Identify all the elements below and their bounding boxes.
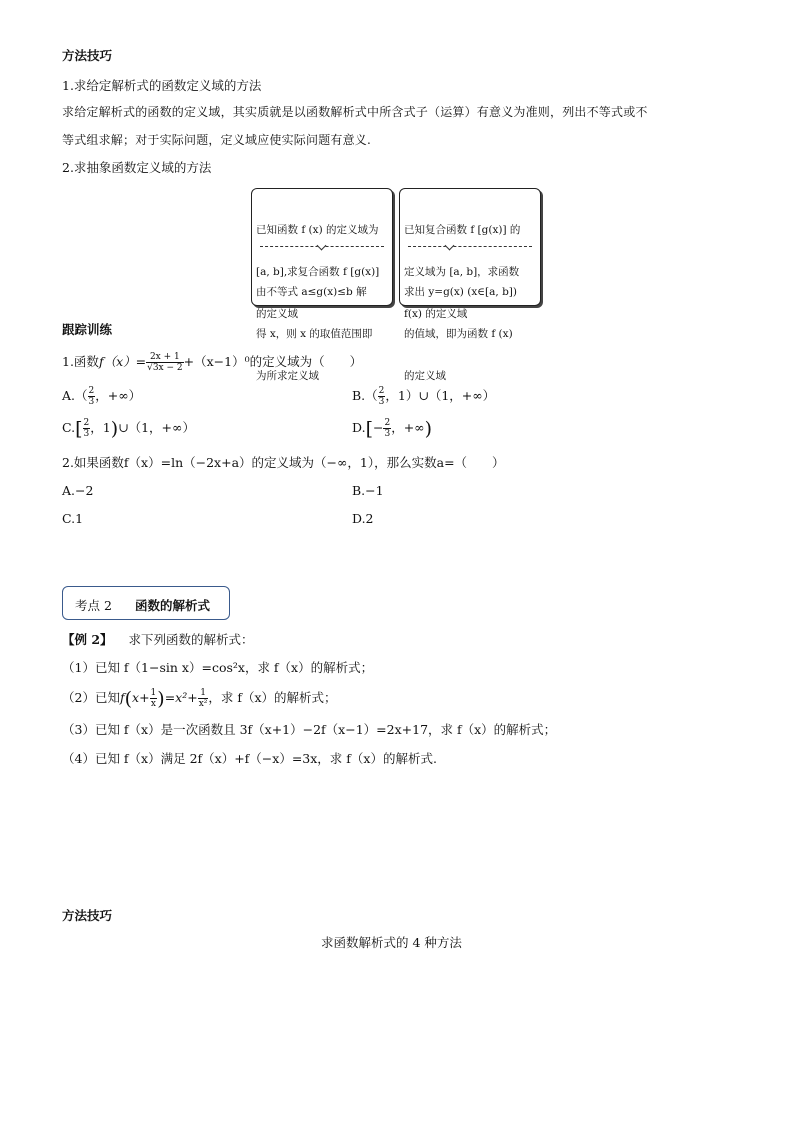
training-heading: 跟踪训练 bbox=[62, 322, 113, 337]
diagram-right-bottom-line1: 求出 y=g(x) (x∈[a, b]) bbox=[404, 286, 517, 298]
section-tab-kaodian2 bbox=[62, 586, 230, 620]
q1-denominator: √3x − 2 bbox=[147, 363, 183, 373]
example-item-2-mid: =x²+ bbox=[164, 690, 198, 705]
example-item-2-frac1-num: 1 bbox=[150, 688, 157, 698]
diagram-left-top-line1: 已知函数 f (x) 的定义域为 bbox=[256, 224, 379, 236]
q1-option-a bbox=[62, 386, 141, 407]
example-item-2-frac2 bbox=[198, 688, 209, 709]
q1-prefix: 1.函数 bbox=[62, 354, 99, 369]
q1-func: f（x）= bbox=[98, 354, 147, 369]
q1-option-c-close-paren: ) bbox=[110, 418, 119, 440]
diagram-right-top-line2: 定义域为 [a, b]，求函数 bbox=[404, 266, 520, 278]
q1-option-a-den: 3 bbox=[88, 397, 95, 407]
q2-option-d: D.2 bbox=[352, 511, 374, 526]
question-1 bbox=[62, 352, 362, 373]
q1-option-c-open-bracket: [ bbox=[75, 418, 83, 440]
example-item-1: （1）已知 f（1−sin x）=cos²x，求 f（x）的解析式； bbox=[62, 660, 374, 675]
diagram-right-top-line3: f(x) 的定义域 bbox=[404, 308, 468, 320]
q1-option-d-label: D. bbox=[352, 420, 366, 435]
q1-option-c-num: 2 bbox=[83, 418, 90, 428]
diagram-left-bottom-line2: 得 x，则 x 的取值范围即 bbox=[256, 328, 373, 340]
q1-option-b-num: 2 bbox=[378, 386, 385, 396]
example-item-2-open-paren: ( bbox=[124, 688, 133, 710]
q2-option-a: A.−2 bbox=[62, 483, 94, 498]
diagram-right-top-line1: 已知复合函数 f [g(x)] 的 bbox=[404, 224, 521, 236]
example-item-2-frac2-den: x² bbox=[198, 699, 208, 709]
q1-option-b-den: 3 bbox=[378, 397, 385, 407]
section-tab-label: 考点 2 bbox=[75, 598, 112, 613]
method-item1-body bbox=[62, 98, 738, 154]
example-item-2 bbox=[62, 688, 337, 709]
example-intro: 求下列函数的解析式： bbox=[128, 632, 254, 647]
q1-option-a-tail: ，+∞） bbox=[95, 388, 142, 403]
q1-option-a-label: A.（ bbox=[62, 388, 88, 403]
example-item-4: （4）已知 f（x）满足 2f（x）+f（−x）=3x，求 f（x）的解析式. bbox=[62, 751, 437, 766]
method-item2-title: 2.求抽象函数定义域的方法 bbox=[62, 160, 212, 175]
example-item-2-post: ，求 f（x）的解析式； bbox=[208, 690, 337, 705]
q1-option-d-open-bracket: [ bbox=[365, 418, 373, 440]
diagram-left-top-line3: 的定义域 bbox=[256, 308, 298, 320]
q1-option-d-den: 3 bbox=[384, 429, 391, 439]
q1-option-b-label: B.（ bbox=[352, 388, 378, 403]
q1-option-d-num: 2 bbox=[384, 418, 391, 428]
q1-option-b-tail: ，1）∪（1，+∞） bbox=[385, 388, 496, 403]
example-item-2-pre: （2）已知 bbox=[62, 690, 120, 705]
q2-option-c: C.1 bbox=[62, 511, 84, 526]
q1-fraction bbox=[146, 352, 184, 373]
q1-option-a-num: 2 bbox=[88, 386, 95, 396]
q1-numerator: 2x + 1 bbox=[146, 352, 184, 363]
q1-option-d-tail: ，+∞ bbox=[391, 420, 425, 435]
q1-option-d-close-paren: ) bbox=[424, 418, 433, 440]
example-item-2-frac2-num: 1 bbox=[198, 688, 209, 699]
example-label: 【例 2】 bbox=[62, 632, 113, 647]
example-item-3: （3）已知 f（x）是一次函数且 3f（x+1）−2f（x−1）=2x+17，求 f（x）的解析式； bbox=[62, 722, 557, 737]
question-2: 2.如果函数f（x）=ln（−2x+a）的定义域为（−∞，1），那么实数a=（ ） bbox=[62, 455, 505, 470]
example-item-2-frac1-den: x bbox=[150, 699, 156, 709]
q2-option-b: B.−1 bbox=[352, 483, 384, 498]
q1-option-d: D.[− $\frac{2}{3}$ ，+∞) bbox=[352, 418, 433, 440]
method-item1-line2: 等式组求解；对于实际问题，定义域应使实际问题有意义. bbox=[62, 133, 372, 147]
example-2-header bbox=[62, 632, 254, 648]
diagram-right-divider bbox=[408, 246, 532, 247]
q1-suffix: +（x−1）⁰的定义域为（ ） bbox=[183, 354, 363, 369]
example-item-2-f: f bbox=[119, 690, 125, 705]
q1-option-c-end: ∪（1，+∞） bbox=[118, 420, 195, 435]
q1-option-c-label: C. bbox=[62, 420, 76, 435]
section-tab-title: 函数的解析式 bbox=[135, 598, 211, 613]
method-heading-2: 方法技巧 bbox=[62, 908, 113, 923]
method-item1-title: 1.求给定解析式的函数定义域的方法 bbox=[62, 78, 262, 93]
method-heading: 方法技巧 bbox=[62, 48, 113, 63]
method-item1-line1: 求给定解析式的函数的定义域，其实质就是以函数解析式中所含式子（运算）有意义为准则，列出不等式或不 bbox=[62, 105, 648, 119]
diagram-right-bottom-line2: 的值域，即为函数 f (x) bbox=[404, 328, 513, 340]
diagram-left-bottom-line1: 由不等式 a≤g(x)≤b 解 bbox=[256, 286, 367, 298]
method-subtitle: 求函数解析式的 4 种方法 bbox=[321, 935, 462, 950]
diagram-right-bottom-line3: 的定义域 bbox=[404, 370, 446, 382]
q1-option-c-tail: ，1 bbox=[90, 420, 111, 435]
diagram-box-right bbox=[399, 188, 541, 382]
example-item-2-close-paren: ) bbox=[157, 688, 165, 710]
q1-option-b bbox=[352, 386, 495, 407]
q1-option-c-den: 3 bbox=[83, 429, 90, 439]
diagram-left-bottom-line3: 为所求定义域 bbox=[256, 370, 319, 382]
example-item-2-inner: x+ bbox=[132, 690, 150, 705]
q1-option-c bbox=[62, 418, 195, 440]
diagram-left-top-line2: [a, b],求复合函数 f [g(x)] bbox=[256, 266, 380, 278]
